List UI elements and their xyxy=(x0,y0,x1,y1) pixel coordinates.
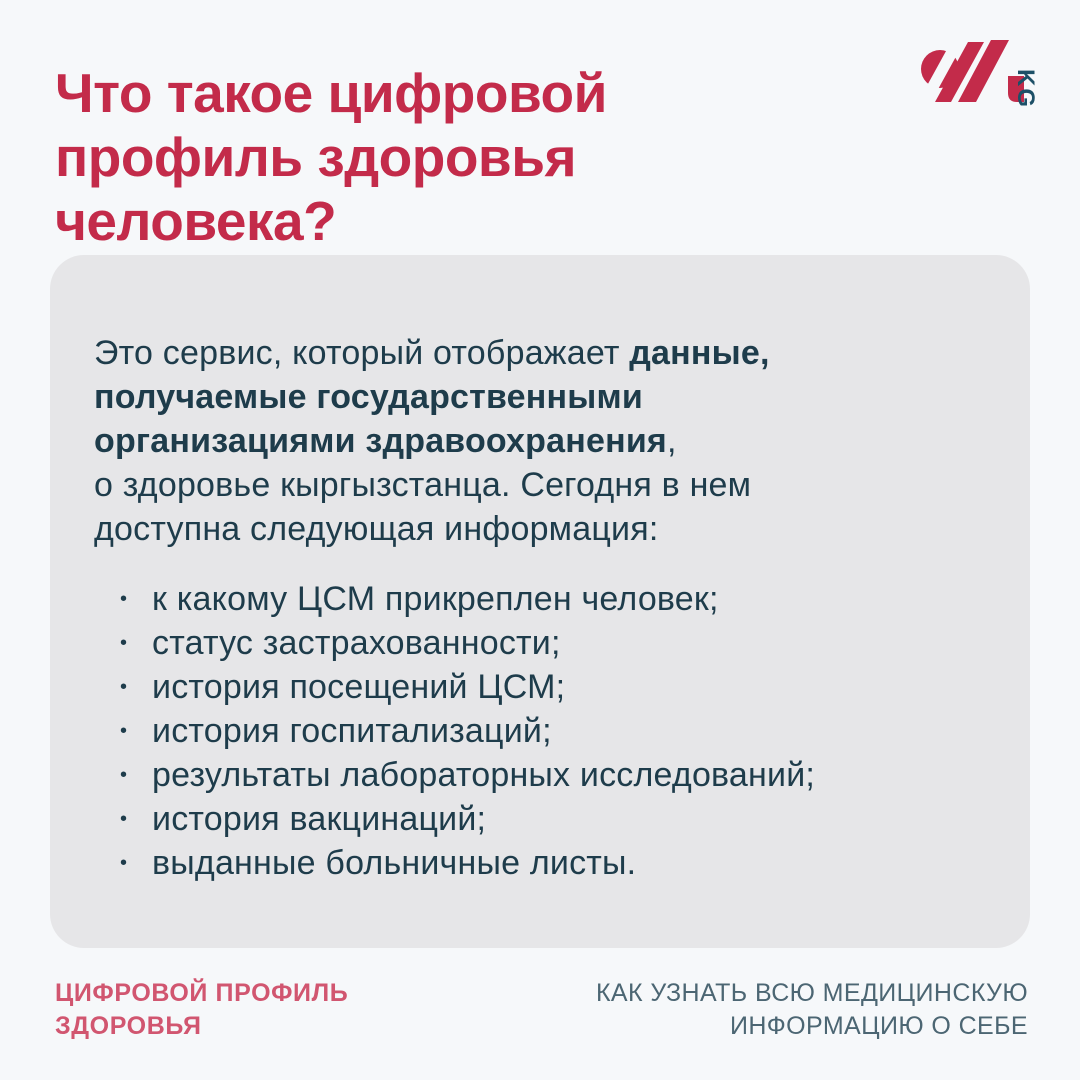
paragraph-text: доступна следующая информация: xyxy=(94,510,659,548)
bullet-dot-icon: • xyxy=(120,720,128,742)
logo-24kg-icon xyxy=(905,38,1047,122)
intro-paragraph xyxy=(94,331,992,551)
bullet-text: история вакцинаций; xyxy=(152,800,487,838)
title-line: человека? xyxy=(55,189,337,252)
footer-question-line: ИНФОРМАЦИЮ О СЕБЕ xyxy=(729,1012,1028,1040)
title-line: Что такое цифровой xyxy=(55,61,607,124)
bullet-dot-icon: • xyxy=(120,632,128,654)
bullet-item xyxy=(120,797,992,841)
footer-topic-line: ЦИФРОВОЙ ПРОФИЛЬ xyxy=(55,979,349,1007)
footer-question-label xyxy=(596,977,1028,1043)
bullet-item xyxy=(120,621,992,665)
bullet-item xyxy=(120,841,992,885)
bullet-dot-icon: • xyxy=(120,588,128,610)
paragraph-text: о здоровье кыргызстанца. Сегодня в нем xyxy=(94,466,752,504)
bullet-text: статус застрахованности; xyxy=(152,624,561,662)
bullet-item xyxy=(120,753,992,797)
paragraph-line xyxy=(94,375,992,419)
footer-question-line: КАК УЗНАТЬ ВСЮ МЕДИЦИНСКУЮ xyxy=(595,979,1028,1007)
bullet-text: история посещений ЦСМ; xyxy=(152,668,566,706)
bullet-dot-icon: • xyxy=(120,764,128,786)
bullet-item xyxy=(120,665,992,709)
bullet-text: к какому ЦСМ прикреплен человек; xyxy=(152,580,719,618)
logo-kg-text: KG xyxy=(1012,69,1039,109)
paragraph-text: Это сервис, который отображает xyxy=(94,334,630,372)
paragraph-bold-text: получаемые государственными xyxy=(94,378,643,416)
paragraph-line xyxy=(94,419,992,463)
paragraph-bold-text: организациями здравоохранения xyxy=(94,422,667,460)
bullet-dot-icon: • xyxy=(120,808,128,830)
info-card xyxy=(50,255,1030,948)
paragraph-line xyxy=(94,507,992,551)
bullet-dot-icon: • xyxy=(120,852,128,874)
page-title xyxy=(55,61,775,253)
bullet-item xyxy=(120,577,992,621)
bullet-text: история госпитализаций; xyxy=(152,712,552,750)
paragraph-bold-text: данные, xyxy=(629,334,770,372)
bullet-dot-icon: • xyxy=(120,676,128,698)
footer-topic-line: ЗДОРОВЬЯ xyxy=(55,1012,202,1040)
bullet-text: выданные больничные листы. xyxy=(152,844,637,882)
bullet-text: результаты лабораторных исследований; xyxy=(152,756,816,794)
paragraph-text: , xyxy=(666,422,677,460)
bullet-item xyxy=(120,709,992,753)
bullet-list xyxy=(94,577,992,885)
title-line: профиль здоровья xyxy=(55,125,577,188)
footer-topic-label xyxy=(55,977,348,1043)
paragraph-line xyxy=(94,463,992,507)
paragraph-line xyxy=(94,331,992,375)
